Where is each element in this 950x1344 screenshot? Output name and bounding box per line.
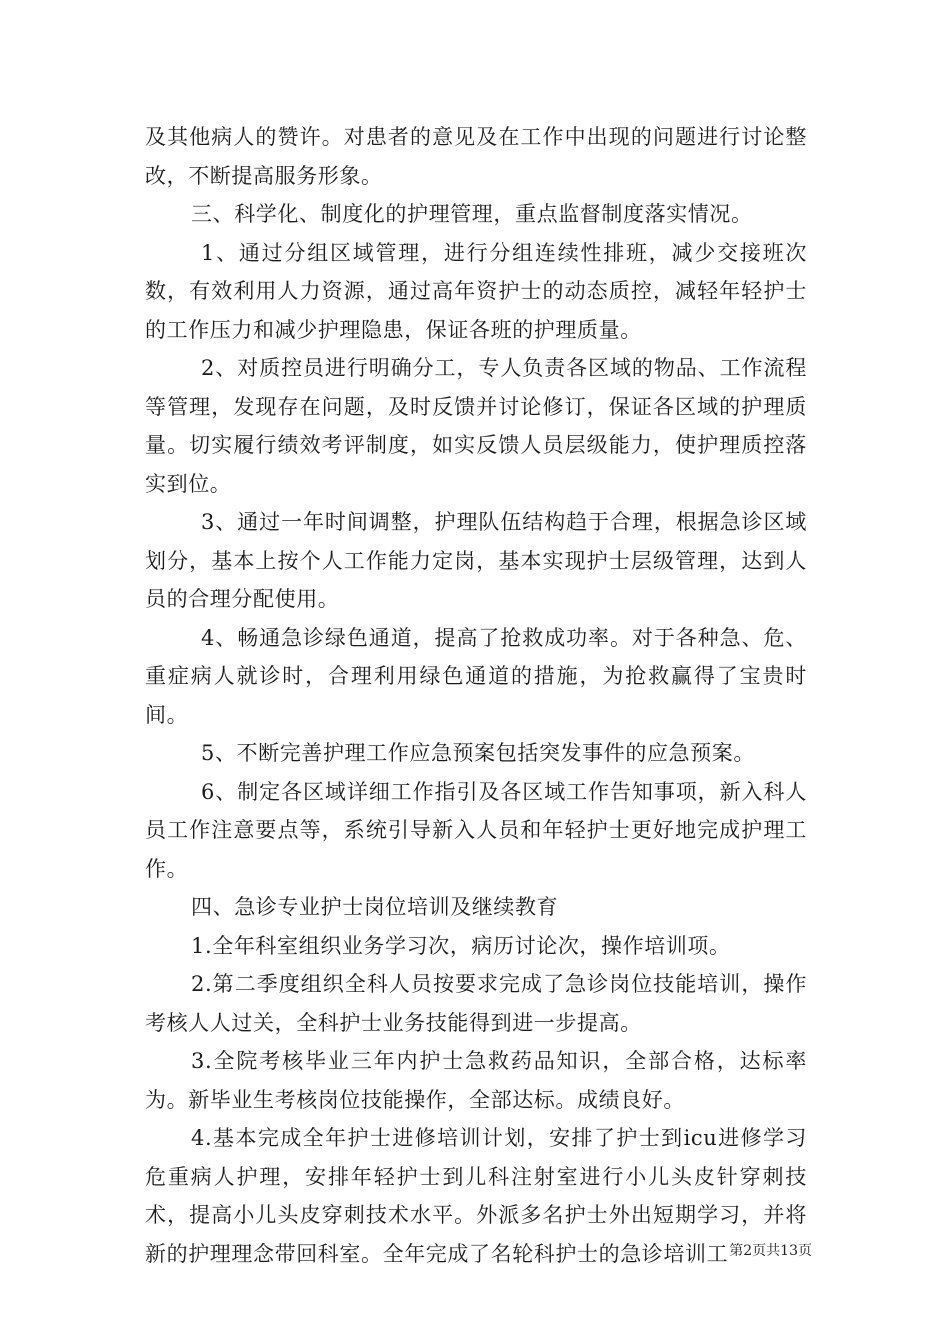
- section-heading-four: 四、急诊专业护士岗位培训及继续教育: [191, 895, 559, 919]
- paragraph-item-1: 1、通过分组区域管理，进行分组连续性排班，减少交接班次数，有效利用人力资源，通过高年资护士的动态质控，减轻年轻护士的工作压力和减少护理隐患，保证各班的护理质量。: [145, 240, 807, 342]
- training-item-3: 3.全院考核毕业三年内护士急救药品知识，全部合格，达标率为。新毕业生考核岗位技能操作，全部达标。成绩良好。: [145, 1049, 807, 1112]
- page-number: 第2页共13页: [729, 1243, 812, 1259]
- paragraph-item-6: 6、制定各区域详细工作指引及各区域工作告知事项，新入科人员工作注意要点等，系统引导新入人员和年轻护士更好地完成护理工作。: [145, 779, 807, 881]
- training-item-2: 2.第二季度组织全科人员按要求完成了急诊岗位技能培训，操作考核人人过关，全科护士业务技能得到进一步提高。: [145, 972, 807, 1035]
- paragraph-item-4: 4、畅通急诊绿色通道，提高了抢救成功率。对于各种急、危、重症病人就诊时，合理利用绿色通道的措施，为抢救赢得了宝贵时间。: [145, 625, 807, 727]
- section-heading-three: 三、科学化、制度化的护理管理，重点监督制度落实情况。: [191, 202, 753, 226]
- training-item-1: 1.全年科室组织业务学习次，病历讨论次，操作培训项。: [191, 933, 731, 958]
- paragraph-item-3: 3、通过一年时间调整，护理队伍结构趋于合理，根据急诊区域划分，基本上按个人工作能力定岗，基本实现护士层级管理，达到人员的合理分配使用。: [145, 510, 807, 611]
- paragraph-item-5: 5、不断完善护理工作应急预案包括突发事件的应急预案。: [201, 741, 755, 765]
- document-body: [145, 118, 807, 1273]
- page-footer: [682, 1242, 812, 1260]
- training-item-4: 4.基本完成全年护士进修培训计划，安排了护士到icu进修学习危重病人护理，安排年轻护士到儿科注射室进行小儿头皮针穿刺技术，提高小儿头皮穿刺技术水平。外派多名护士外出短期学习，并将新的护理理念带回科室。全年完成了名轮科护士的急诊培训工: [145, 1126, 807, 1266]
- paragraph-item-2: 2、对质控员进行明确分工，专人负责各区域的物品、工作流程等管理，发现存在问题，及时反馈并讨论修订，保证各区域的护理质量。切实履行绩效考评制度，如实反馈人员层级能力，使护理质控落实到位。: [145, 356, 807, 496]
- paragraph-continuation: 及其他病人的赞许。对患者的意见及在工作中出现的问题进行讨论整改，不断提高服务形象。: [145, 125, 807, 188]
